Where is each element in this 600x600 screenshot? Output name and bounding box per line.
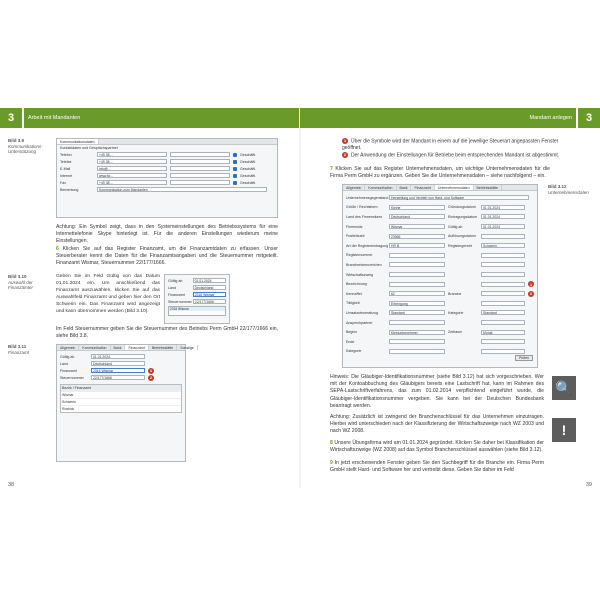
- finanzamt-row: [57, 360, 185, 367]
- kommunikation-row: [57, 179, 277, 186]
- kommunikation-extra-field[interactable]: [170, 159, 230, 164]
- unternehmensdaten-field[interactable]: [389, 253, 445, 258]
- unternehmensdaten-row: [343, 308, 537, 318]
- subtable-header: Bezirk / Finanzamt: [61, 385, 181, 391]
- unternehmensdaten-field-2[interactable]: [481, 272, 525, 277]
- info-bullet-2: 2 Der Anwendung der Einstellungen für Betriebe beim entsprechenden Mandant ist abgestimmt.: [343, 152, 560, 159]
- dial-icon[interactable]: [233, 181, 237, 185]
- unternehmensdaten-row: [343, 251, 537, 261]
- marker-2: 2: [343, 152, 347, 158]
- kommunikation-label: Fax: [60, 180, 66, 185]
- unternehmensdaten-row: [343, 222, 537, 232]
- kommunikation-extra-field[interactable]: [170, 166, 230, 171]
- unternehmensdaten-field-2[interactable]: 01.01.2024: [481, 224, 525, 229]
- tab-kommunikation[interactable]: Kommunikation: [365, 185, 396, 190]
- kommunikation-extra-field[interactable]: [170, 173, 230, 178]
- unternehmensdaten-label: Ansprechpartner: [346, 320, 373, 325]
- finanzamt-row: [57, 367, 185, 374]
- finanzamt-row: [57, 374, 185, 381]
- unternehmensdaten-field-2[interactable]: Schwerin: [481, 243, 525, 248]
- kommunikation-tag: Geschäftl.: [240, 159, 257, 164]
- step-9: [330, 460, 544, 474]
- step-8-text: Unsere Übungsfirma wird am 01.01.2024 gegründet. Klicken Sie daher bei Klassifikation der Wirtschaftszweige (WZ 2008) auf das Symbol Branchenschlüssel auswählen (siehe Bild 3.12).: [330, 440, 544, 454]
- screenshot-unternehmensdaten: [342, 184, 538, 368]
- unternehmensdaten-field-2[interactable]: [481, 339, 525, 344]
- finanzamt-field[interactable]: 2316 Wismar: [91, 368, 145, 373]
- step-8: [330, 440, 544, 454]
- finanzamt-auswahl-row: [165, 284, 229, 291]
- kommunikation-tag: Geschäftl.: [240, 152, 257, 157]
- finanzamt-auswahl-label: Finanzamt: [168, 292, 185, 297]
- unternehmensdaten-field-2[interactable]: 01.01.2024: [481, 205, 525, 210]
- unternehmensdaten-row: [343, 337, 537, 347]
- tab-unternehmensdaten[interactable]: Unternehmensdaten: [435, 185, 474, 190]
- marker-2: 2: [149, 375, 153, 380]
- unternehmensdaten-label: Bezeichnung: [346, 282, 367, 287]
- tab-allgemein[interactable]: Allgemein: [57, 345, 79, 350]
- finanzamt-field[interactable]: 01.01.2024: [91, 354, 145, 359]
- kommunikation-value-field[interactable]: info@...: [97, 166, 167, 171]
- kommunikation-row: [57, 158, 277, 165]
- kommunikation-row: [57, 165, 277, 172]
- unternehmensdaten-field-2[interactable]: [481, 301, 525, 306]
- unternehmensdaten-label-2: Auflösungsdatum: [448, 234, 476, 239]
- finanzamt-label: Steuernummer: [60, 375, 84, 380]
- finanzamt-row: [57, 353, 185, 360]
- unternehmensdaten-label-2: Gründungsdatum: [448, 205, 476, 210]
- bemerkung-field[interactable]: Kommunikation zum Mandanten: [97, 187, 267, 192]
- unternehmensdaten-row: [343, 212, 537, 222]
- finanzamt-auswahl-row: [165, 298, 229, 305]
- warning-icon: !: [552, 418, 576, 442]
- unternehmensdaten-row: [343, 347, 537, 357]
- dial-icon[interactable]: [233, 160, 237, 164]
- unternehmensdaten-label: Registernummer: [346, 253, 373, 258]
- dial-icon[interactable]: [233, 167, 237, 171]
- right-page: [300, 108, 600, 488]
- finanzamt-auswahl-row: [165, 277, 229, 284]
- paragraph-branchenschluessel: Achtung: Zusätzlich ist zwingend der Branchenschlüssel für das Unternehmen einzutragen. Hierbei wird unterschieden nach der Klassifizierung der Wirtschaftszweige nach WZ 2003 und nach WZ 2008.: [330, 414, 544, 435]
- kommunikation-label: Telefax: [60, 159, 72, 164]
- unternehmensdaten-field[interactable]: Standard: [389, 310, 445, 315]
- unternehmensdaten-row: [343, 279, 537, 289]
- kommunikation-row: [57, 172, 277, 179]
- tab-finanzamt[interactable]: Finanzamt: [125, 345, 148, 350]
- unternehmensdaten-label: Kategorie: [346, 349, 362, 354]
- unternehmensdaten-field[interactable]: Deutschland: [389, 214, 445, 219]
- unternehmensdaten-row: [343, 260, 537, 270]
- unternehmensdaten-field[interactable]: HR B: [389, 243, 445, 248]
- unternehmensdaten-field-2[interactable]: [481, 320, 525, 325]
- tab-betriebsstätte[interactable]: Betriebsstätte: [474, 185, 502, 190]
- note-kontakte: Kontaktdaten und Gesprächspartner: [60, 146, 118, 150]
- kommunikation-value-field[interactable]: +49 38 ...: [97, 180, 167, 185]
- unternehmensdaten-field[interactable]: [389, 262, 445, 267]
- unternehmensdaten-row: [343, 193, 537, 203]
- dropdown-option-selected[interactable]: 2316 Wismar: [169, 307, 225, 311]
- step-7-number: 7: [330, 166, 333, 172]
- step-6-text: Klicken Sie auf das Register Finanzamt, um die Finanzamtdaten zu erfassen. Unser Steuerberater kennt die Daten für die Finanzamtsangaben und die Steuernummer mitgeteilt. Finanzamt Wismar, Steuernummer 22/177/1666.: [56, 246, 278, 267]
- unternehmensdaten-label: Größe / Rechtsform: [346, 205, 378, 210]
- unternehmensdaten-label-2: Kategorie: [448, 310, 464, 315]
- finanzamt-auswahl-field[interactable]: Deutschland: [193, 285, 226, 290]
- unternehmensdaten-label: Postleitzahl: [346, 234, 365, 239]
- subtable-row[interactable]: Rostock: [61, 405, 181, 412]
- unternehmensdaten-field[interactable]: [389, 282, 445, 287]
- unternehmensdaten-field[interactable]: [389, 320, 445, 325]
- unternehmensdaten-field-2[interactable]: Monat: [481, 330, 525, 335]
- kommunikation-tag: Geschäftl.: [240, 166, 257, 171]
- subtable-row[interactable]: Wismar: [61, 391, 181, 398]
- unternehmensdaten-label: Beginn: [346, 330, 358, 335]
- paragraph-gueltig-von: Geben Sie im Feld Gültig von das Datum 01.01.2024 ein. Um anschließend das Finanzamt auszuwählen, klicken Sie auf das Auswahlfeld Finanzamt und geben hier den Ort Schwerin ein. Das Finanzamt wird angezeigt und kann übernommen werden (Bild 3.10).: [56, 274, 160, 314]
- finanzamt-auswahl-row: [165, 291, 229, 298]
- unternehmensdaten-label-2: Registergericht: [448, 243, 473, 248]
- tab-kommunikation[interactable]: Kommunikation: [79, 345, 110, 350]
- unternehmensdaten-label-2: Zeitraum: [448, 330, 463, 335]
- tab-finanzamt[interactable]: Finanzamt: [411, 185, 434, 190]
- subtable-row[interactable]: Schwerin: [61, 398, 181, 405]
- unternehmensdaten-field[interactable]: Wismar: [389, 224, 445, 229]
- unternehmensdaten-label: Umsatzsteuerabzug: [346, 310, 378, 315]
- kommunikation-extra-field[interactable]: [170, 180, 230, 185]
- screenshot-finanzamt-auswahl: [164, 274, 230, 324]
- finanzamt-auswahl-label: Gültig ab: [168, 278, 183, 283]
- info-bullet-1: 1 Über die Symbole wird der Mandant in einem auf die jeweilige Steuerart angepassten Fenster geöffnet.: [342, 138, 559, 152]
- step-7: [330, 166, 550, 180]
- finanzamt-field[interactable]: Deutschland: [91, 361, 145, 366]
- kommunikation-value-field[interactable]: www.fa...: [97, 173, 167, 178]
- dial-icon[interactable]: [233, 174, 237, 178]
- figure-caption-finanzaemter: Bild 3.10 Auswahl der Finanzämter: [8, 274, 34, 291]
- screenshot-finanzamt-register: [56, 344, 194, 462]
- dial-icon[interactable]: [233, 153, 237, 157]
- kommunikation-label: Telefon: [60, 152, 72, 157]
- finanzamt-auswahl-field[interactable]: 2316 Wismar: [193, 292, 226, 297]
- pruefen-button[interactable]: Prüfen: [515, 355, 533, 361]
- figure-caption-unternehmensdaten: Bild 3.12 Unternehmensdaten: [548, 184, 589, 195]
- unternehmensdaten-label: Kennziffer: [346, 291, 363, 296]
- unternehmensdaten-label: Art der Registereintragung: [346, 243, 389, 248]
- unternehmensdaten-row: [343, 203, 537, 213]
- unternehmensdaten-field[interactable]: Herstellung und Vertrieb von Hard- und Software: [389, 195, 529, 200]
- step-8-number: 8: [330, 440, 333, 446]
- kommunikation-extra-field[interactable]: [170, 152, 230, 157]
- marker-1: 1: [529, 281, 533, 287]
- unternehmensdaten-field-2[interactable]: [481, 291, 525, 296]
- unternehmensdaten-label-2: Branche: [448, 291, 462, 296]
- kommunikation-value-field[interactable]: +49 38 ...: [97, 159, 167, 164]
- unternehmensdaten-field-2[interactable]: [481, 253, 525, 258]
- tab-bank[interactable]: Bank: [111, 345, 126, 350]
- unternehmensdaten-label: Ende: [346, 339, 355, 344]
- step-6-number: 6: [56, 246, 59, 252]
- finanzamt-auswahl-field[interactable]: 01.01.2024: [193, 278, 226, 283]
- unternehmensdaten-label-2: Gültig ab: [448, 224, 463, 229]
- finanzamt-field[interactable]: 22/177/1666: [91, 375, 145, 380]
- search-icon: 🔍: [552, 376, 576, 400]
- unternehmensdaten-row: [343, 299, 537, 309]
- unternehmensdaten-field[interactable]: [389, 272, 445, 277]
- finanzamt-label: Gültig ab: [60, 354, 75, 359]
- unternehmensdaten-row: [343, 318, 537, 328]
- chapter-number-left: 3: [0, 108, 22, 128]
- left-page-number: 38: [8, 482, 15, 488]
- left-running-header: Arbeit mit Mandanten: [24, 108, 300, 128]
- finanzamt-auswahl-label: Land: [168, 285, 176, 290]
- left-page: [0, 108, 300, 488]
- kommunikation-tag: Geschäftl.: [240, 173, 257, 178]
- unternehmensdaten-field[interactable]: 62: [389, 291, 445, 296]
- tab-allgemein[interactable]: Allgemein: [343, 185, 365, 190]
- kommunikation-row: [57, 151, 277, 158]
- finanzamt-auswahl-label: Steuernummer: [168, 299, 192, 304]
- chapter-number-right: 3: [578, 108, 600, 128]
- unternehmensdaten-field[interactable]: Erbringung: [389, 301, 445, 306]
- kommunikation-label: E-Mail: [60, 166, 71, 171]
- tab-betriebsstätte[interactable]: Betriebsstätte: [149, 345, 177, 350]
- tab-sonstige[interactable]: Sonstige: [177, 345, 198, 350]
- unternehmensdaten-field[interactable]: [389, 349, 445, 354]
- finanzamt-label: Finanzamt: [60, 368, 77, 373]
- unternehmensdaten-row: [343, 231, 537, 241]
- unternehmensdaten-label-2: Eintragungsdatum: [448, 214, 478, 219]
- kommunikation-label: Internet: [60, 173, 73, 178]
- unternehmensdaten-field-2[interactable]: Standard: [481, 310, 525, 315]
- unternehmensdaten-row: [343, 270, 537, 280]
- unternehmensdaten-label: Branchenkennzeichen: [346, 262, 382, 267]
- unternehmensdaten-field[interactable]: 23966: [389, 234, 445, 239]
- tab-bank[interactable]: Bank: [397, 185, 412, 190]
- marker-1: 1: [149, 368, 153, 373]
- paragraph-glaeubiger-id: Hinweis: Die Gläubiger-Identifikationsnummer (siehe Bild 3.12) hat sich vorgeschrieben. Wer mit der Kontoabbuchung des Gläubigers bereits eine Lastschrift hat, kann im Rahmen des SEPA-Lastschriftverfahrens, das zum 01.02.2014 verpflichtend eingeführt wurde, die Gläubiger-Identifikationsnummer vergeben. Sie kann bei der Deutschen Bundesbank beantragt werden.: [330, 374, 544, 409]
- marker-2: 2: [529, 291, 533, 297]
- unternehmensdaten-label: Land des Firmensitzes: [346, 214, 383, 219]
- finanzamt-auswahl-field[interactable]: 22/177/1666: [193, 299, 226, 304]
- paragraph-skype-note: Achtung: Ein Symbol zeigt, dass in den Systemeinstellungen des Betriebssystems für eine Internettelefonie Skype hinterlegt ist. Für die anderen Einstellungen wiederum meine Einstellungen.: [56, 224, 278, 245]
- unternehmensdaten-field[interactable]: [389, 339, 445, 344]
- screenshot-kommunikation: [56, 138, 278, 218]
- unternehmensdaten-field[interactable]: Kleinunternehmer: [389, 330, 445, 335]
- unternehmensdaten-row: [343, 327, 537, 337]
- right-running-header: Mandant anlegen: [300, 108, 576, 128]
- unternehmensdaten-label: Tätigkeit: [346, 301, 360, 306]
- step-6: [56, 246, 278, 268]
- kommunikation-tag: Geschäftl.: [240, 180, 257, 185]
- step-9-number: 9: [330, 460, 333, 466]
- figure-caption-finanzamt: Bild 3.11 Finanzamt: [8, 344, 30, 355]
- step-9-text: In jetzt erscheinenden Fenster geben Sie den Suchbegriff für die Branche ein. Firma Perm GmbH stellt Hard- und Software her und vertreibt diese. Geben Sie daher im Feld: [330, 460, 544, 474]
- unternehmensdaten-field-2[interactable]: [481, 282, 525, 287]
- unternehmensdaten-field-2[interactable]: 01.01.2024: [481, 214, 525, 219]
- unternehmensdaten-field-2[interactable]: [481, 262, 525, 267]
- kommunikation-value-field[interactable]: +49 38 ...: [97, 152, 167, 157]
- step-7-text: Klicken Sie auf das Register Unternehmensdaten, um wichtige Unternehmensdaten für die Firma Perm GmbH zu ergänzen. Geben Sie die Unternehmensdaten – siehe nachfolgend – ein.: [330, 166, 550, 180]
- unternehmensdaten-field[interactable]: Kleine: [389, 205, 445, 210]
- bemerkung-label: Bemerkung: [60, 187, 79, 192]
- unternehmensdaten-field-2[interactable]: [481, 234, 525, 239]
- right-page-number: 39: [585, 482, 592, 488]
- paragraph-steuernummer: Im Feld Steuernummer geben Sie die Steuernummer des Betriebs Perm GmbH 22/177/1666 ein, siehe Bild 3.8.: [56, 326, 278, 340]
- unternehmensdaten-row: [343, 289, 537, 299]
- tab-kommunikation[interactable]: Kommunikationsdaten: [57, 139, 99, 144]
- unternehmensdaten-row: [343, 241, 537, 251]
- unternehmensdaten-label: Wirtschaftszweig: [346, 272, 373, 277]
- finanzamt-label: Land: [60, 361, 68, 366]
- figure-caption-kommunikation: Bild 3.9 Kommunikations-Unterstützung: [8, 138, 43, 155]
- unternehmensdaten-label: Firmensitz: [346, 224, 363, 229]
- marker-1: 1: [343, 138, 347, 144]
- unternehmensdaten-label: Unternehmensgegenstand: [346, 195, 389, 200]
